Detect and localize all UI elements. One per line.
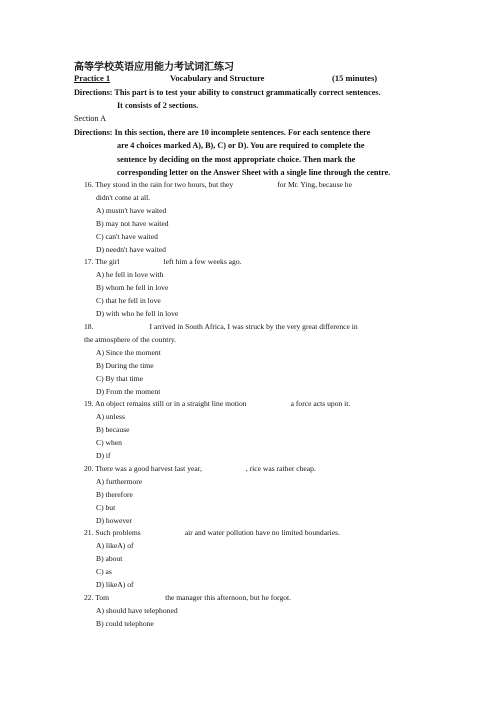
section-directions-text-2: are 4 choices marked A), B), C) or D). You are required to complete the [117,141,365,151]
practice-label: Practice 1 [74,73,111,83]
option-b: B) may not have waited [96,218,169,228]
option-b: B) During the time [96,360,154,370]
practice-heading: Vocabulary and Structure [170,73,265,83]
document-title: 高等学校英语应用能力考试词汇练习 [74,62,234,73]
option-d: D) however [96,515,133,525]
option-d: D) needn't have waited [96,244,166,254]
directions-text-2: It consists of 2 sections. [117,101,199,111]
section-directions-label: Directions: [74,128,113,137]
option-a: A) Since the moment [96,347,161,357]
question-18: 18. I arrived in South Africa, I was struck by the very great difference in the atmosphere of the country. A) Since the moment B) During the time C) By that time D) From the moment [84,321,414,398]
question-16: 16. They stood in the rain for two hours, but they for Mr. Ying, because he didn't come at all. A) mustn't have waited B) may not have waited C) can't have waited D) needn't have waited [84,179,414,256]
option-a: A) likeA) of [96,541,134,551]
option-b: B) about [96,554,123,564]
option-a: A) he fell in love with [96,270,164,280]
option-c: C) when [96,438,122,448]
option-c: C) but [96,502,116,512]
option-d: D) likeA) of [96,580,134,590]
option-c: C) that he fell in love [96,296,161,306]
directions-text-1: This part is to test your ability to construct grammatically correct sentences. [114,88,381,97]
option-a: A) should have telephoned [96,605,178,615]
option-b: B) whom he fell in love [96,283,169,293]
option-d: D) if [96,451,111,461]
main-directions [74,86,434,113]
question-19: 19. An object remains still or in a straight line motion a force acts upon it. A) unless B) because C) when D) if [84,398,414,463]
directions-label: Directions: [74,88,113,97]
question-22: 22. Tom the manager this afternoon, but he forgot. A) should have telephoned B) could telephone [84,592,414,631]
option-d: D) From the moment [96,386,161,396]
option-a: A) furthermore [96,476,143,486]
option-b: B) could telephone [96,618,154,628]
question-17: 17. The girl left him a few weeks ago. A) he fell in love with B) whom he fell in love C) that he fell in love D) with who he fell in love [84,256,414,321]
option-a: A) unless [96,412,125,422]
option-b: B) therefore [96,489,133,499]
question-list [84,179,414,631]
section-directions-text-4: corresponding letter on the Answer Sheet with a single line through the centre. [117,167,391,177]
option-c: C) By that time [96,373,144,383]
section-directions-text-3: sentence by deciding on the most appropriate choice. Then mark the [117,154,356,164]
option-c: C) as [96,567,112,577]
option-a: A) mustn't have waited [96,205,167,215]
question-20: 20. There was a good harvest last year, , rice was rather cheap. A) furthermore B) therefore C) but D) however [84,463,414,528]
practice-minutes: (15 minutes) [332,73,378,83]
option-c: C) can't have waited [96,231,158,241]
question-21: 21. Such problems air and water pollution have no limited boundaries. A) likeA) of B) about C) as D) likeA) of [84,527,414,592]
section-a-directions [74,126,434,179]
section-a-label: Section A [74,114,107,123]
option-b: B) because [96,425,130,435]
option-d: D) with who he fell in love [96,309,179,319]
section-directions-text-1: In this section, there are 10 incomplete sentences. For each sentence there [114,128,371,137]
